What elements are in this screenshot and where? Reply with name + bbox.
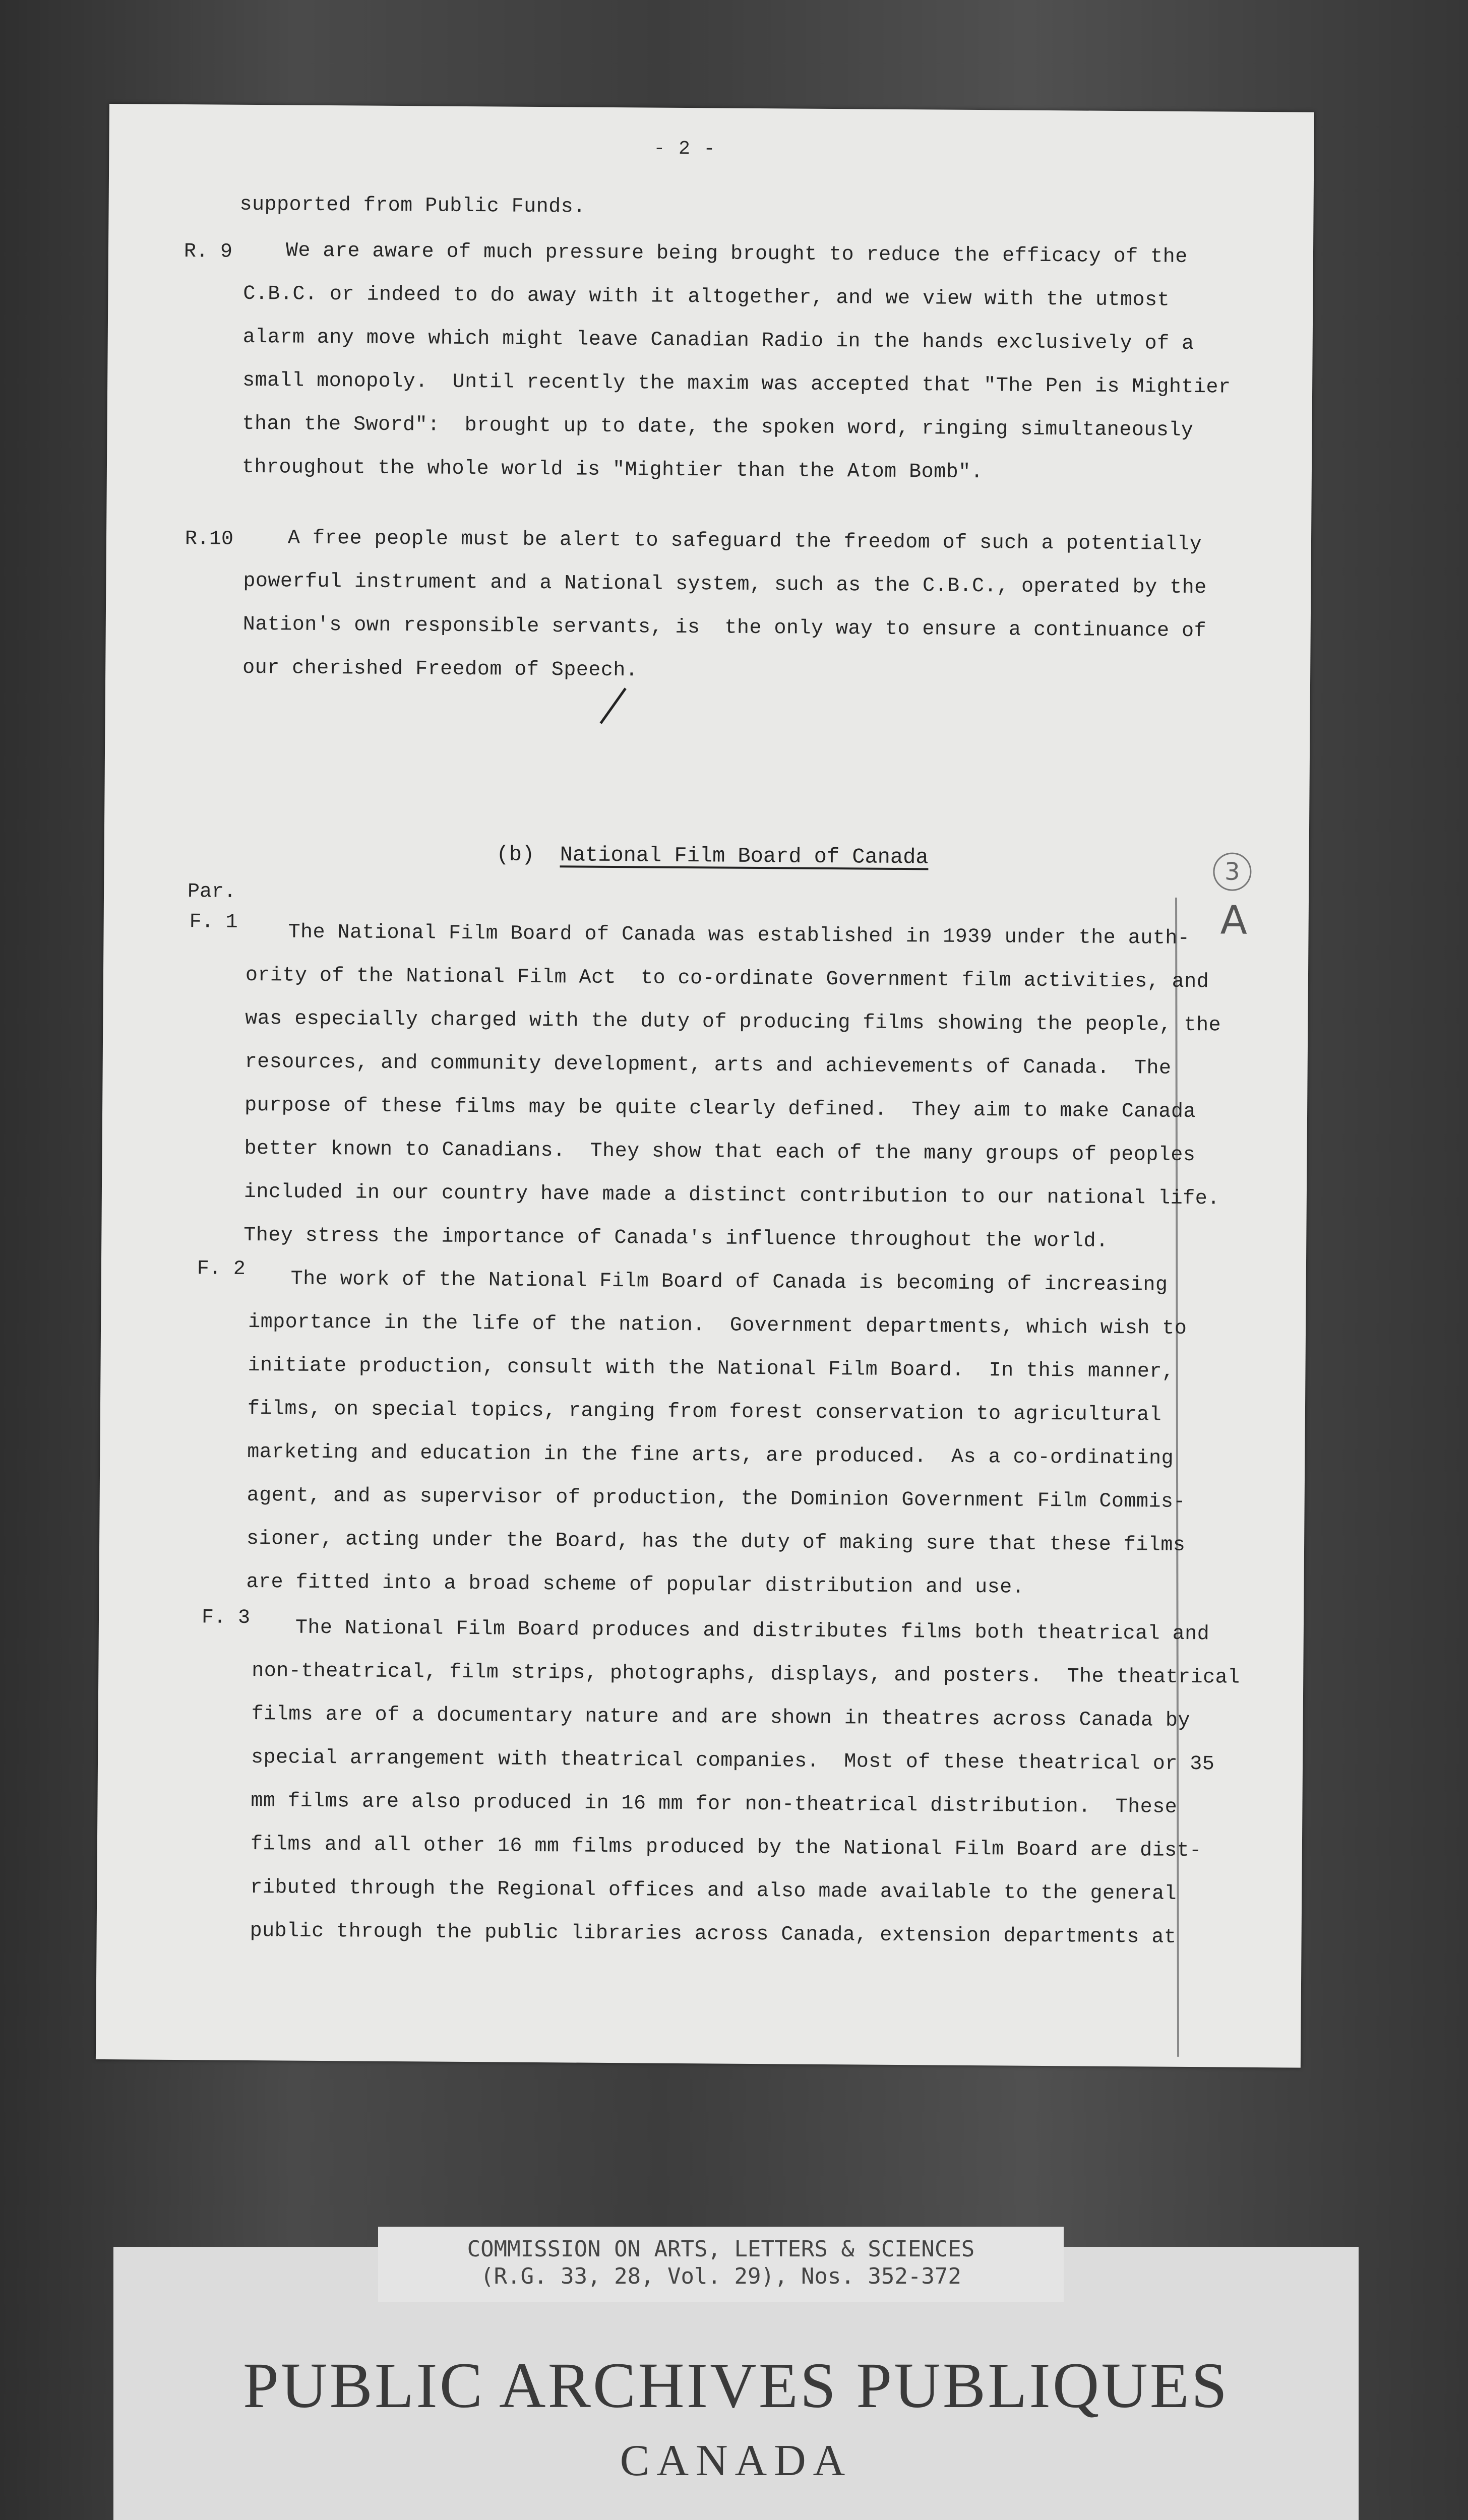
- f3-line: films and all other 16 mm films produced by the National Film Board are dist-: [250, 1833, 1202, 1863]
- f1-line: included in our country have made a distinct contribution to our national life.: [243, 1180, 1220, 1211]
- section-prefix: (b): [496, 842, 535, 867]
- page-number: - 2 -: [653, 138, 716, 160]
- r9-line: than the Sword": brought up to date, the spoken word, ringing simultaneously: [242, 412, 1194, 443]
- f3-marker: F. 3: [201, 1606, 251, 1630]
- f3-line: The National Film Board produces and distributes films both theatrical and: [295, 1616, 1210, 1646]
- f1-line: resources, and community development, arts and achievements of Canada. The: [244, 1050, 1172, 1080]
- f3-line: mm films are also produced in 16 mm for non-theatrical distribution. These: [251, 1790, 1178, 1819]
- r9-line: C.B.C. or indeed to do away with it altogether, and we view with the utmost: [243, 282, 1170, 312]
- section-title: National Film Board of Canada: [560, 843, 929, 870]
- f2-line: agent, and as supervisor of production, the Dominion Government Film Commis-: [247, 1484, 1186, 1514]
- r10-line: Nation's own responsible servants, is the only way to ensure a continuance of: [242, 613, 1207, 643]
- f2-line: importance in the life of the nation. Government departments, which wish to: [248, 1310, 1187, 1340]
- par-label: Par.: [187, 880, 236, 904]
- r10-line: our cherished Freedom of Speech.: [242, 656, 638, 682]
- f2-line: films, on special topics, ranging from forest conservation to agricultural: [247, 1397, 1162, 1427]
- f1-line: The National Film Board of Canada was established in 1939 under the auth-: [288, 921, 1190, 951]
- f2-line: initiate production, consult with the National Film Board. In this manner,: [248, 1354, 1175, 1383]
- pencil-letter-note: A: [1220, 898, 1248, 943]
- f3-line: films are of a documentary nature and are shown in theatres across Canada by: [251, 1703, 1191, 1733]
- commission-line-2: (R.G. 33, 28, Vol. 29), Nos. 352-372: [480, 2263, 961, 2289]
- f2-marker: F. 2: [197, 1257, 246, 1281]
- f2-line: are fitted into a broad scheme of popular distribution and use.: [246, 1570, 1025, 1599]
- f2-line: The work of the National Film Board of Canada is becoming of increasing: [290, 1268, 1168, 1297]
- f2-line: sioner, acting under the Board, has the duty of making sure that these films: [246, 1527, 1186, 1557]
- f3-line: ributed through the Regional offices and also made available to the general: [250, 1876, 1177, 1906]
- archive-title: PUBLIC ARCHIVES PUBLIQUES: [242, 2350, 1230, 2421]
- f2-line: marketing and education in the fine arts, are produced. As a co-ordinating: [247, 1440, 1174, 1470]
- r9-line: small monopoly. Until recently the maxim was accepted that "The Pen is Mightier: [242, 369, 1231, 399]
- section-heading: [496, 842, 928, 869]
- f3-line: non-theatrical, film strips, photographs, displays, and posters. The theatrical: [252, 1660, 1240, 1689]
- r9-lead-line: supported from Public Funds.: [239, 193, 586, 219]
- r9-line: alarm any move which might leave Canadian Radio in the hands exclusively of a: [242, 326, 1194, 356]
- commission-label: [378, 2227, 1064, 2302]
- f1-marker: F. 1: [189, 911, 238, 934]
- r10-line: A free people must be alert to safeguard the freedom of such a potentially: [287, 527, 1202, 556]
- r10-marker: R.10: [185, 528, 234, 551]
- r10-line: powerful instrument and a National system, such as the C.B.C., operated by the: [243, 570, 1207, 600]
- f3-line: public through the public libraries across Canada, extension departments at: [250, 1920, 1177, 1949]
- r9-marker: R. 9: [184, 240, 233, 264]
- f1-line: ority of the National Film Act to co-ordinate Government film activities, and: [245, 964, 1209, 994]
- f1-line: was especially charged with the duty of producing films showing the people, the: [245, 1007, 1221, 1037]
- f1-line: They stress the importance of Canada's influence throughout the world.: [243, 1224, 1109, 1253]
- circled-note: 3: [1213, 852, 1252, 891]
- archive-subtitle: CANADA: [620, 2436, 852, 2485]
- r9-line: throughout the whole world is "Mightier than the Atom Bomb".: [241, 456, 984, 484]
- f1-line: better known to Canadians. They show that each of the many groups of peoples: [244, 1137, 1196, 1167]
- f3-line: special arrangement with theatrical companies. Most of these theatrical or 35: [251, 1746, 1215, 1776]
- f1-line: purpose of these films may be quite clearly defined. They aim to make Canada: [244, 1094, 1196, 1124]
- commission-line-1: COMMISSION ON ARTS, LETTERS & SCIENCES: [467, 2236, 975, 2262]
- document-page: [96, 104, 1314, 2068]
- r9-line: We are aware of much pressure being brought to reduce the efficacy of the: [285, 239, 1188, 269]
